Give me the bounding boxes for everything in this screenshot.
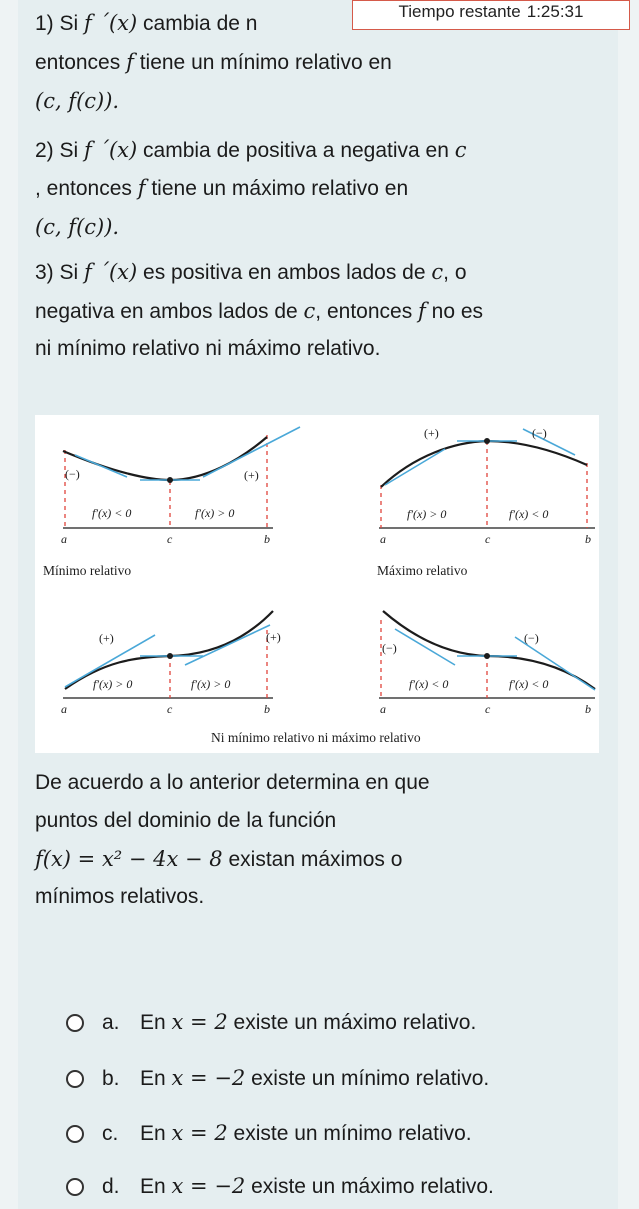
critical-point <box>167 653 173 659</box>
tangent-line <box>395 629 455 665</box>
rule-text: cambia de positiva a negativa en <box>137 139 455 162</box>
extrema-diagrams <box>35 415 599 753</box>
caption-maximum: Máximo relativo <box>377 563 468 578</box>
axis-label-b: b <box>585 702 591 716</box>
sign-label: (−) <box>532 426 547 440</box>
rule-text: no es <box>425 300 484 323</box>
curve-minimum <box>63 437 267 480</box>
radio-button[interactable] <box>66 1178 84 1196</box>
axis-label-a: a <box>380 702 386 716</box>
question-line-2: puntos del dominio de la función <box>35 809 337 832</box>
rule-text: es positiva en ambos lados de <box>137 261 432 284</box>
panel-minimum <box>43 427 300 578</box>
axis-label-c: c <box>167 702 173 716</box>
axis-label-a: a <box>61 532 67 546</box>
axis-label-c: c <box>485 532 491 546</box>
axis-label-a: a <box>61 702 67 716</box>
option-text: existe un máximo relativo. <box>227 1011 477 1034</box>
rule-text: 3) Si <box>35 261 85 284</box>
option-text: En <box>140 1175 172 1198</box>
option-text: existe un mínimo relativo. <box>227 1122 472 1145</box>
rule-text: 1) Si <box>35 12 85 35</box>
rule-text: 2) Si <box>35 139 85 162</box>
option-letter: d. <box>102 1175 120 1198</box>
rule-3-line-1 <box>35 257 467 288</box>
panel-maximum <box>377 426 595 578</box>
tangent-line <box>385 449 445 485</box>
option-math: x = −2 <box>171 1174 246 1198</box>
sign-label: (−) <box>65 467 80 481</box>
option-text: existe un máximo relativo. <box>245 1175 494 1198</box>
timer-box <box>352 0 630 30</box>
option-c[interactable] <box>66 1121 472 1146</box>
option-text: existe un mínimo relativo. <box>245 1067 490 1090</box>
sign-label: (+) <box>99 631 114 645</box>
rule-text: entonces <box>35 51 127 74</box>
sign-label: (+) <box>244 468 259 482</box>
critical-point <box>484 438 490 444</box>
option-b[interactable] <box>66 1066 489 1091</box>
math-c: c <box>454 138 467 162</box>
option-letter: b. <box>102 1067 120 1090</box>
math-c: c <box>431 260 444 284</box>
rule-2-point: (c, f(c)). <box>35 215 120 239</box>
extrema-figure <box>35 415 599 753</box>
option-d[interactable] <box>66 1174 494 1199</box>
function-expression: f(x) = x² − 4x − 8 <box>35 847 223 871</box>
option-letter: a. <box>102 1011 120 1034</box>
math-f: f <box>126 50 134 74</box>
rule-1-line-2 <box>35 47 392 78</box>
sign-label: (+) <box>424 426 439 440</box>
axis-label-b: b <box>585 532 591 546</box>
derivative-label: f′(x) < 0 <box>509 507 549 521</box>
rule-text: tiene un mínimo relativo en <box>133 51 392 74</box>
derivative-label: f′(x) > 0 <box>407 507 447 521</box>
panel-decreasing <box>379 611 595 716</box>
tangent-line <box>75 455 127 477</box>
rule-3-line-3: ni mínimo relativo ni máximo relativo. <box>35 337 381 360</box>
option-text: En <box>140 1122 172 1145</box>
derivative-label: f′(x) < 0 <box>92 506 132 520</box>
caption-no-extremum: Ni mínimo relativo ni máximo relativo <box>211 730 421 745</box>
rule-text: , o <box>443 261 467 284</box>
rule-3-line-2 <box>35 296 483 327</box>
rule-text: negativa en ambos lados de <box>35 300 304 323</box>
option-math: x = −2 <box>171 1066 246 1090</box>
caption-minimum: Mínimo relativo <box>43 563 132 578</box>
derivative-label: f′(x) > 0 <box>191 677 231 691</box>
math-f: f <box>418 299 426 323</box>
tangent-line <box>185 625 270 665</box>
option-a[interactable] <box>66 1010 476 1035</box>
rule-text: cambia de n <box>137 12 258 35</box>
rule-text: , entonces <box>315 300 419 323</box>
sign-label: (−) <box>524 631 539 645</box>
sign-label: (+) <box>266 630 281 644</box>
radio-button[interactable] <box>66 1070 84 1088</box>
timer-value: 1:25:31 <box>526 2 584 21</box>
rule-2-line-2 <box>35 173 408 204</box>
rule-text: tiene un máximo relativo en <box>145 177 409 200</box>
derivative-label: f′(x) > 0 <box>93 677 133 691</box>
axis-label-c: c <box>485 702 491 716</box>
option-letter: c. <box>102 1122 119 1145</box>
timer-label: Tiempo restante <box>398 2 521 21</box>
math-f: f <box>137 176 146 200</box>
axis-label-c: c <box>167 532 173 546</box>
axis-label-a: a <box>380 532 386 546</box>
derivative-label: f′(x) < 0 <box>409 677 449 691</box>
critical-point <box>167 477 173 483</box>
curve-maximum <box>381 441 587 487</box>
option-text: En <box>140 1011 172 1034</box>
option-math: x = 2 <box>171 1010 228 1034</box>
radio-button[interactable] <box>66 1125 84 1143</box>
axis-label-b: b <box>264 702 270 716</box>
panel-increasing <box>61 611 281 716</box>
sign-label: (−) <box>382 641 397 655</box>
math-fprime: f ´(x) <box>84 260 138 284</box>
axis-label-b: b <box>264 532 270 546</box>
derivative-label: f′(x) > 0 <box>195 506 235 520</box>
question-text: existan máximos o <box>222 848 403 871</box>
question-line-4: mínimos relativos. <box>35 885 205 908</box>
question-line-3 <box>35 844 402 875</box>
rule-2-line-1 <box>35 135 467 166</box>
math-c: c <box>303 299 316 323</box>
math-fprime: f ´(x) <box>84 11 138 35</box>
question-line-1: De acuerdo a lo anterior determina en que <box>35 771 430 794</box>
rule-1-point: (c, f(c)). <box>35 89 120 113</box>
radio-button[interactable] <box>66 1014 84 1032</box>
option-text: En <box>140 1067 172 1090</box>
rule-text: , entonces <box>35 177 138 200</box>
derivative-label: f′(x) < 0 <box>509 677 549 691</box>
math-fprime: f ´(x) <box>84 138 138 162</box>
rule-1-line-1 <box>35 8 257 39</box>
critical-point <box>484 653 490 659</box>
option-math: x = 2 <box>171 1121 228 1145</box>
